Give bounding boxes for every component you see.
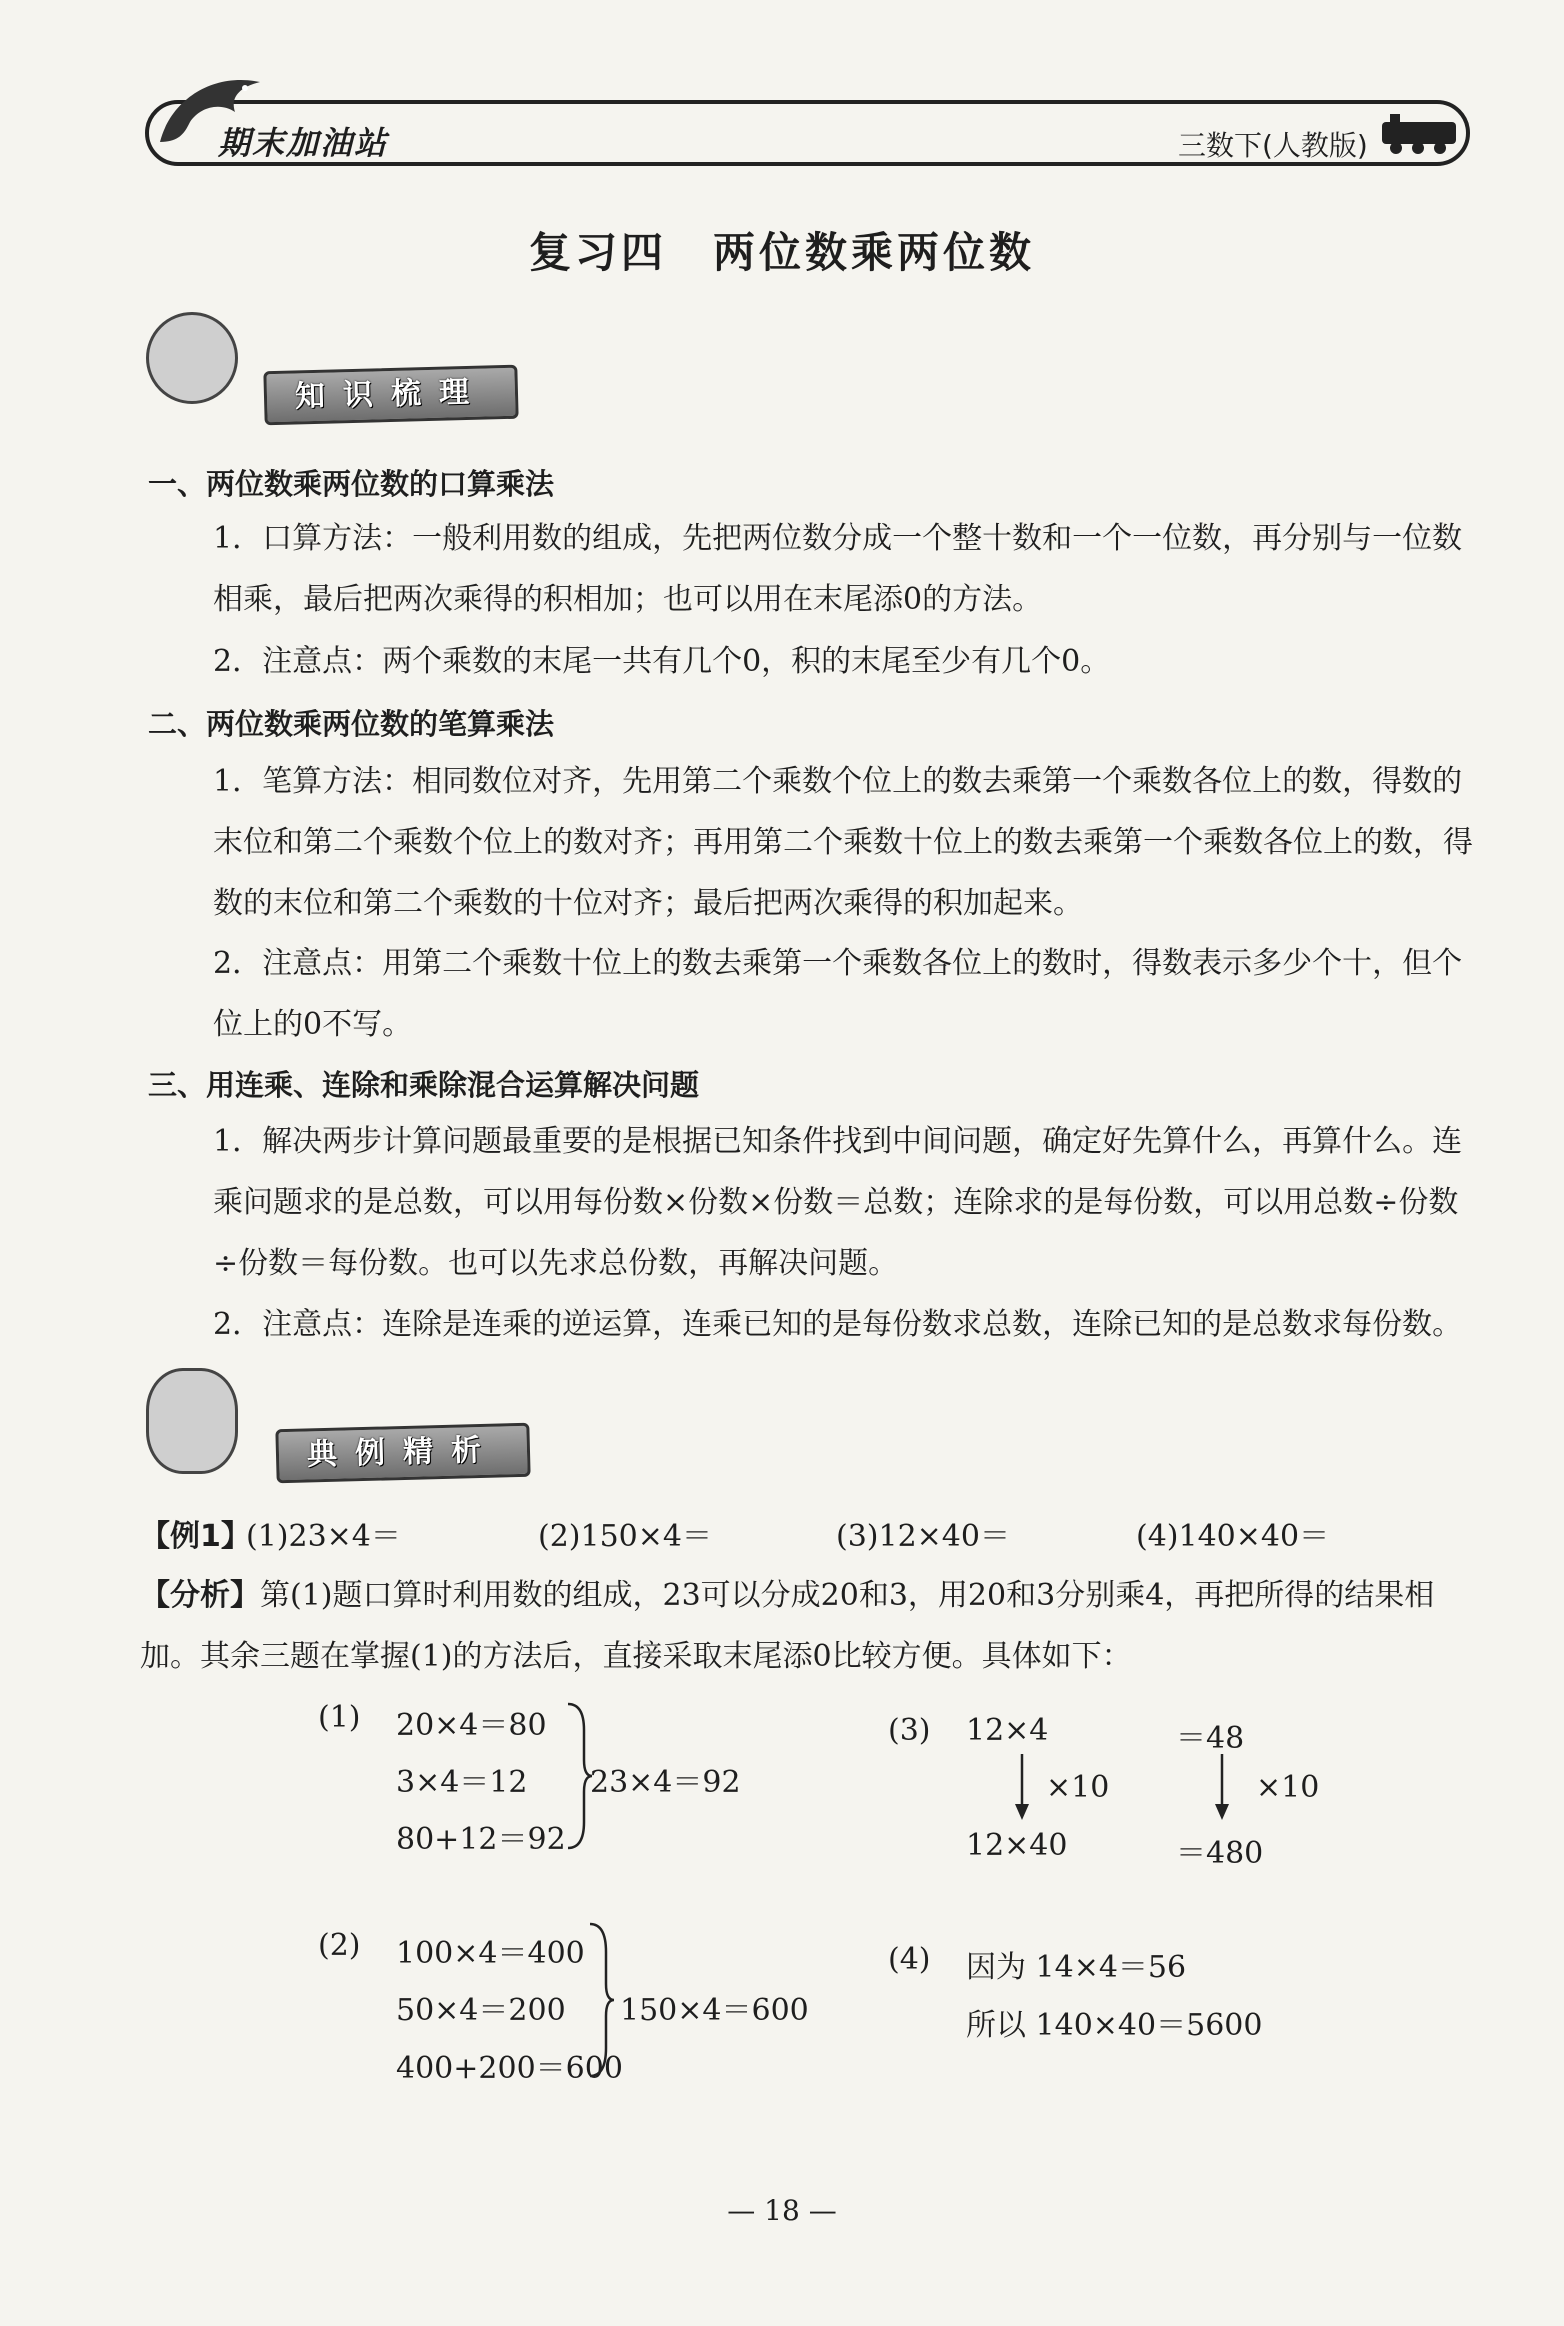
calc-3-label: (3) <box>888 1713 931 1748</box>
calc-3-right-top: ＝48 <box>1176 1721 1245 1756</box>
item-written-note: 2．注意点：用第二个乘数十位上的数去乘第一个乘数各位上的数时，得数表示多少个十，但个位上的0不写。 <box>213 946 1463 1042</box>
calc-1-step-b: 3×4＝12 <box>396 1765 528 1800</box>
heading-written-multiplication: 二、两位数乘两位数的笔算乘法 <box>148 707 555 741</box>
item-oral-note: 2．注意点：两个乘数的末尾一共有几个0，积的末尾至少有几个0。 <box>213 644 1111 679</box>
calc-3-left-arrow <box>1012 1752 1032 1822</box>
calc-1-label: (1) <box>318 1700 361 1735</box>
calc-3-right-arrow <box>1212 1752 1232 1822</box>
example-question-1: (1)23×4＝ <box>246 1519 401 1554</box>
calc-2-result: 150×4＝600 <box>620 1993 809 2028</box>
item-oral-method: 1．口算方法：一般利用数的组成，先把两位数分成一个整十数和一个一位数，再分别与一位数相乘，最后把两次乘得的积相加；也可以用在末尾添0的方法。 <box>213 521 1463 617</box>
dog-reading-mascot-icon <box>146 1368 238 1474</box>
calc-2-step-a: 100×4＝400 <box>396 1936 585 1971</box>
section-banner-examples: 典例精析 <box>275 1423 530 1484</box>
analysis-label: 【分析】 <box>140 1578 260 1613</box>
calc-2-step-c: 400+200＝600 <box>396 2051 623 2086</box>
example-question-4: (4)140×40＝ <box>1136 1519 1330 1554</box>
example-label: 【例1】 <box>140 1519 251 1554</box>
calc-3-left-bottom: 12×40 <box>966 1828 1068 1863</box>
header-series-title: 期末加油站 <box>218 124 389 162</box>
page-number: — 18 — <box>727 2194 837 2227</box>
calc-1-result: 23×4＝92 <box>590 1765 741 1800</box>
example-question-3: (3)12×40＝ <box>836 1519 1010 1554</box>
item-division-note: 2．注意点：连除是连乘的逆运算，连乘已知的是每份数求总数，连除已知的是总数求每份数。 <box>213 1307 1463 1342</box>
calc-4-therefore: 所以 140×40＝5600 <box>966 2008 1263 2043</box>
calc-2-label: (2) <box>318 1928 361 1963</box>
bee-mascot-icon <box>146 312 238 404</box>
calc-1-step-c: 80+12＝92 <box>396 1822 566 1857</box>
example-question-2: (2)150×4＝ <box>538 1519 712 1554</box>
calc-3-right-factor: ×10 <box>1256 1770 1320 1805</box>
analysis-paragraph <box>140 1565 1480 1687</box>
heading-mixed-operations: 三、用连乘、连除和乘除混合运算解决问题 <box>148 1068 700 1102</box>
heading-oral-multiplication: 一、两位数乘两位数的口算乘法 <box>148 467 555 501</box>
analysis-text: 第(1)题口算时利用数的组成，23可以分成20和3，用20和3分别乘4，再把所得的结果相加。其余三题在掌握(1)的方法后，直接采取末尾添0比较方便。具体如下： <box>140 1578 1435 1674</box>
page-title: 复习四 两位数乘两位数 <box>528 228 1035 277</box>
calc-3-left-top: 12×4 <box>966 1713 1049 1748</box>
calc-4-because: 因为 14×4＝56 <box>966 1950 1187 1985</box>
calc-1-step-a: 20×4＝80 <box>396 1708 547 1743</box>
calc-2-brace <box>586 1920 616 2080</box>
calc-3-left-factor: ×10 <box>1046 1770 1110 1805</box>
train-icon <box>1378 112 1460 156</box>
calc-2-step-b: 50×4＝200 <box>396 1993 566 2028</box>
header-grade-label: 三数下(人教版) <box>1178 129 1368 162</box>
item-two-step-method: 1．解决两步计算问题最重要的是根据已知条件找到中间问题，确定好先算什么，再算什么。连乘问题求的是总数，可以用每份数×份数×份数＝总数；连除求的是每份数，可以用总数÷份数÷份数＝每份数。也可以先求总份数，再解决问题。 <box>213 1124 1463 1281</box>
calc-4-label: (4) <box>888 1942 931 1977</box>
item-written-method: 1．笔算方法：相同数位对齐，先用第二个乘数个位上的数去乘第一个乘数各位上的数，得数的末位和第二个乘数个位上的数对齐；再用第二个乘数十位上的数去乘第一个乘数各位上的数，得数的末位和第二个乘数的十位对齐；最后把两次乘得的积加起来。 <box>213 764 1473 921</box>
calc-3-right-bottom: ＝480 <box>1176 1836 1264 1871</box>
section-banner-knowledge: 知识梳理 <box>263 365 518 426</box>
